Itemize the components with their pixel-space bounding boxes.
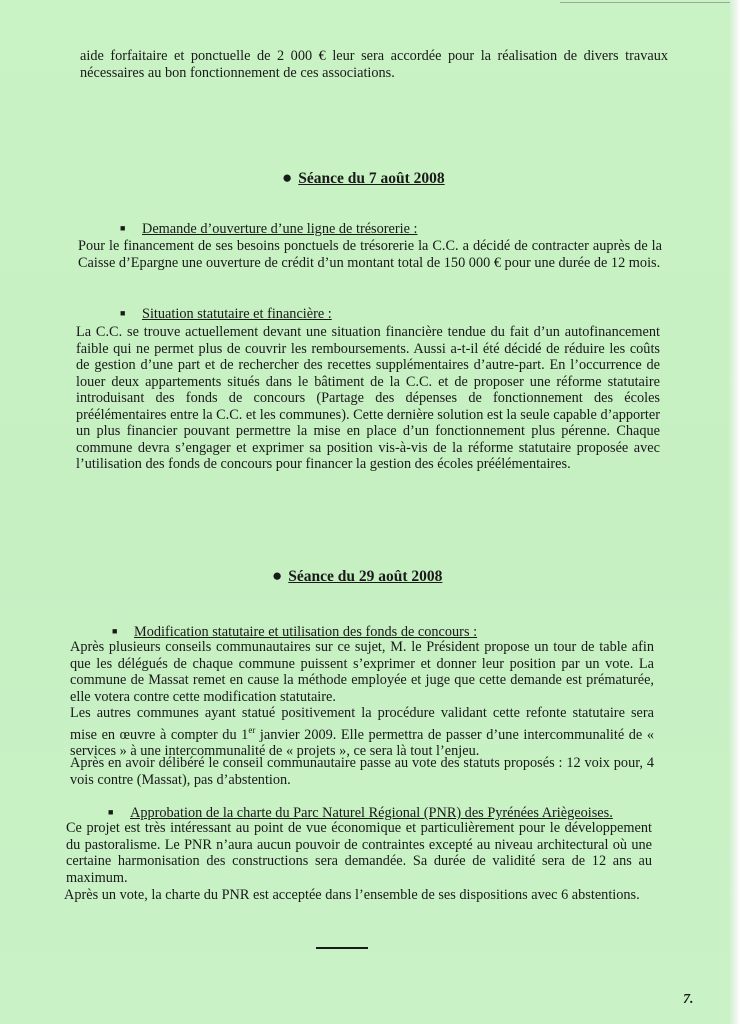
- bullet-dot-icon: ●: [282, 168, 293, 187]
- square-bullet-icon: ■: [120, 223, 126, 233]
- modification-paragraph-1: Après plusieurs conseils communautaires sur ce sujet, M. le Président propose un tour de table afin que les délégués de chaque commune puissent s’exprimer et donner leur position par un vote. La commune de Massat remet en cause la méthode employée et juge que cette demande est prématurée, elle votera contre cette modification statutaire.: [70, 639, 654, 705]
- subheading-text: Demande d’ouverture d’une ligne de trésorerie :: [142, 221, 418, 237]
- situation-paragraph: La C.C. se trouve actuellement devant une situation financière tendue du fait d’un autofinancement faible qui ne permet plus de couvrir les remboursements. Aussi a-t-il été décidé de réduire les coûts de gestion d’une part et de rechercher des recettes supplémentaires d’autre-part. En l’occurrence de louer deux appartements situés dans le bâtiment de la C.C. et de proposer une réforme statutaire introduisant des fonds de concours (Partage des dépenses de fonctionnement des écoles préélémentaires entre la C.C. et les communes). Cette dernière solution est la seule capable d’apporter un plus financier pouvant permettre la mise en place d’un fonctionnement plus pérenne. Chaque commune devra s’engager et exprimer sa position vis-à-vis de la réforme statutaire proposée avec l’utilisation des fonds de concours pour financer la gestion des écoles préélémentaires.: [76, 324, 660, 472]
- bullet-dot-icon: ●: [272, 566, 283, 585]
- square-bullet-icon: ■: [120, 308, 126, 318]
- p2-text-start: Les autres communes ayant statué positivement la procédure validant cette refonte statutaire sera mise en œuvre à compter du 1: [70, 705, 654, 743]
- closing-rule: [316, 947, 368, 949]
- p2-text-end: janvier 2009. Elle permettra de passer d’une intercommunalité de « services » à une intercommunalité de « projets », ce sera là tout l’enjeu.: [70, 726, 655, 759]
- charte-paragraph-2: Après un vote, la charte du PNR est acceptée dans l’ensemble de ses dispositions avec 6 abstentions.: [64, 887, 640, 903]
- intro-paragraph: aide forfaitaire et ponctuelle de 2 000 € leur sera accordée pour la réalisation de divers travaux nécessaires au bon fonctionnement de ces associations.: [80, 48, 668, 81]
- page-number: 7.: [683, 992, 694, 1007]
- subheading-situation: [120, 306, 332, 323]
- page-edge: [728, 0, 740, 1024]
- subheading-text: Approbation de la charte du Parc Naturel Régional (PNR) des Pyrénées Ariègeoises.: [130, 805, 613, 821]
- subheading-text: Modification statutaire et utilisation des fonds de concours :: [134, 624, 478, 640]
- square-bullet-icon: ■: [112, 626, 118, 636]
- heading-text: Séance du 29 août 2008: [288, 568, 443, 585]
- charte-paragraph-1: Ce projet est très intéressant au point de vue économique et particulièrement pour le développement du pastoralisme. Le PNR n’aura aucun pouvoir de contraintes excepté au niveau architectural où une certaine harmonisation des constructions sera demandée. Sa durée de validité sera de 12 ans au maximum.: [66, 820, 652, 886]
- session-heading-29-aout: [272, 566, 442, 586]
- superscript-er: er: [248, 724, 256, 735]
- modification-paragraph-3: Après en avoir délibéré le conseil communautaire passe au vote des statuts proposés : 12 voix pour, 4 vois contre (Massat), pas d’abstention.: [70, 755, 654, 788]
- modification-paragraph-2: [70, 705, 654, 759]
- subheading-text: Situation statutaire et financière :: [142, 306, 332, 322]
- square-bullet-icon: ■: [108, 807, 114, 817]
- subheading-tresorerie: [120, 221, 418, 238]
- tresorerie-paragraph: Pour le financement de ses besoins ponctuels de trésorerie la C.C. a décidé de contracter auprès de la Caisse d’Epargne une ouverture de crédit d’un montant total de 150 000 € pour une durée de 12 mois.: [78, 238, 662, 271]
- heading-text: Séance du 7 août 2008: [298, 170, 445, 187]
- session-heading-7-aout: [282, 168, 445, 188]
- top-edge-line: [560, 2, 730, 3]
